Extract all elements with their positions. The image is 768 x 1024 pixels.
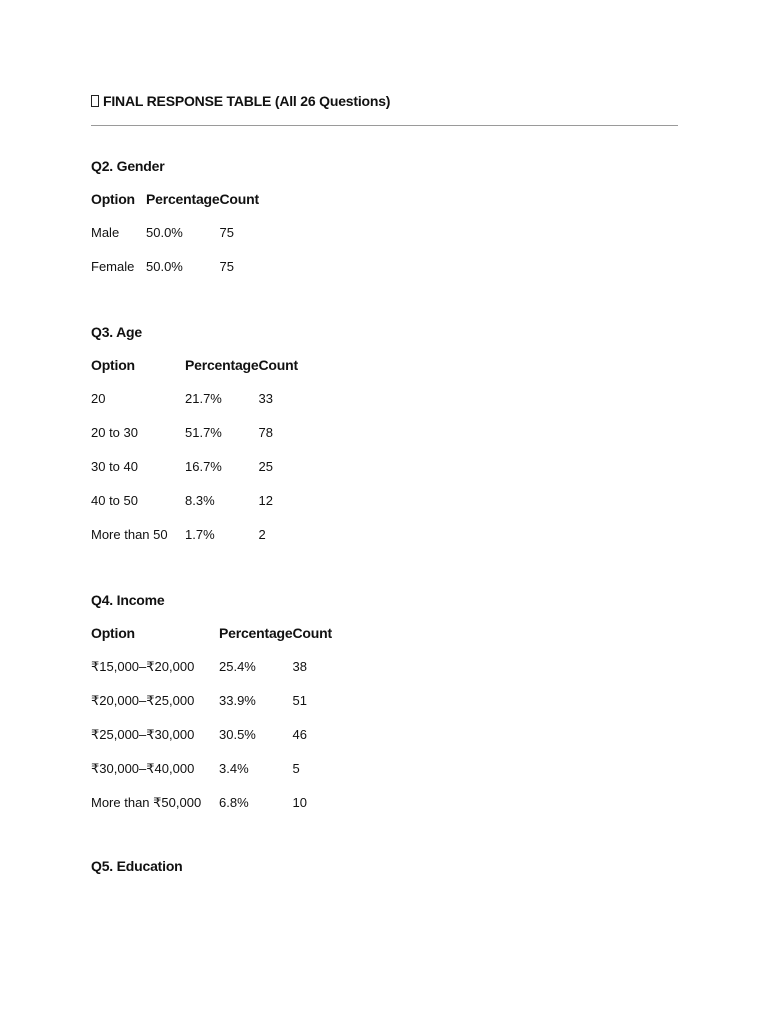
column-header-option: Option (91, 357, 135, 373)
cell-option: ₹20,000–₹25,000 (91, 693, 195, 708)
cell-count: 10 (292, 795, 307, 810)
cell-percentage: 21.7% (185, 391, 222, 406)
response-table (91, 623, 332, 827)
cell-percentage: 30.5% (219, 727, 256, 742)
response-table (91, 355, 298, 559)
cell-count: 25 (258, 459, 273, 474)
horizontal-rule (91, 125, 678, 126)
column-header-count: Count (219, 191, 259, 207)
cell-option: More than ₹50,000 (91, 795, 202, 810)
cell-count: 46 (292, 727, 307, 742)
column-header-count: Count (258, 357, 298, 373)
table-row (91, 657, 332, 691)
question-section-q5 (91, 856, 183, 876)
question-heading: Q2. Gender (91, 158, 165, 174)
cell-count: 75 (219, 225, 234, 240)
cell-count: 12 (258, 493, 273, 508)
question-section-q2 (91, 156, 259, 291)
cell-count: 38 (292, 659, 307, 674)
table-row (91, 423, 298, 457)
cell-option: Female (91, 259, 135, 274)
document-title-text: FINAL RESPONSE TABLE (All 26 Questions) (103, 93, 391, 109)
cell-percentage: 50.0% (146, 259, 183, 274)
cell-option: 30 to 40 (91, 459, 138, 474)
table-row (91, 257, 259, 291)
question-heading: Q5. Education (91, 858, 183, 874)
response-table (91, 189, 259, 291)
cell-percentage: 6.8% (219, 795, 249, 810)
table-header-row (91, 189, 259, 223)
cell-percentage: 33.9% (219, 693, 256, 708)
cell-option: ₹30,000–₹40,000 (91, 761, 195, 776)
column-header-percentage: Percentage (219, 625, 293, 641)
table-row (91, 525, 298, 559)
question-section-q4 (91, 590, 332, 827)
document-title (91, 93, 390, 109)
table-row (91, 457, 298, 491)
cell-percentage: 8.3% (185, 493, 215, 508)
cell-option: ₹15,000–₹20,000 (91, 659, 195, 674)
cell-option: 20 (91, 391, 106, 406)
cell-percentage: 25.4% (219, 659, 256, 674)
question-heading: Q4. Income (91, 592, 165, 608)
cell-count: 5 (292, 761, 300, 776)
table-header-row (91, 623, 332, 657)
column-header-count: Count (292, 625, 332, 641)
cell-percentage: 3.4% (219, 761, 249, 776)
table-row (91, 389, 298, 423)
cell-count: 2 (258, 527, 266, 542)
cell-option: 40 to 50 (91, 493, 138, 508)
column-header-percentage: Percentage (146, 191, 220, 207)
question-section-q3 (91, 322, 298, 559)
cell-option: More than 50 (91, 527, 168, 542)
cell-option: 20 to 30 (91, 425, 138, 440)
table-row (91, 491, 298, 525)
table-row (91, 691, 332, 725)
column-header-percentage: Percentage (185, 357, 259, 373)
cell-percentage: 1.7% (185, 527, 215, 542)
table-row (91, 223, 259, 257)
cell-count: 51 (292, 693, 307, 708)
cell-option: ₹25,000–₹30,000 (91, 727, 195, 742)
column-header-option: Option (91, 191, 135, 207)
cell-count: 75 (219, 259, 234, 274)
question-heading: Q3. Age (91, 324, 142, 340)
cell-percentage: 51.7% (185, 425, 222, 440)
table-row (91, 759, 332, 793)
table-header-row (91, 355, 298, 389)
column-header-option: Option (91, 625, 135, 641)
cell-option: Male (91, 225, 120, 240)
cell-percentage: 16.7% (185, 459, 222, 474)
table-row (91, 793, 332, 827)
cell-percentage: 50.0% (146, 225, 183, 240)
table-row (91, 725, 332, 759)
cell-count: 33 (258, 391, 273, 406)
missing-glyph-icon (91, 95, 99, 107)
cell-count: 78 (258, 425, 273, 440)
